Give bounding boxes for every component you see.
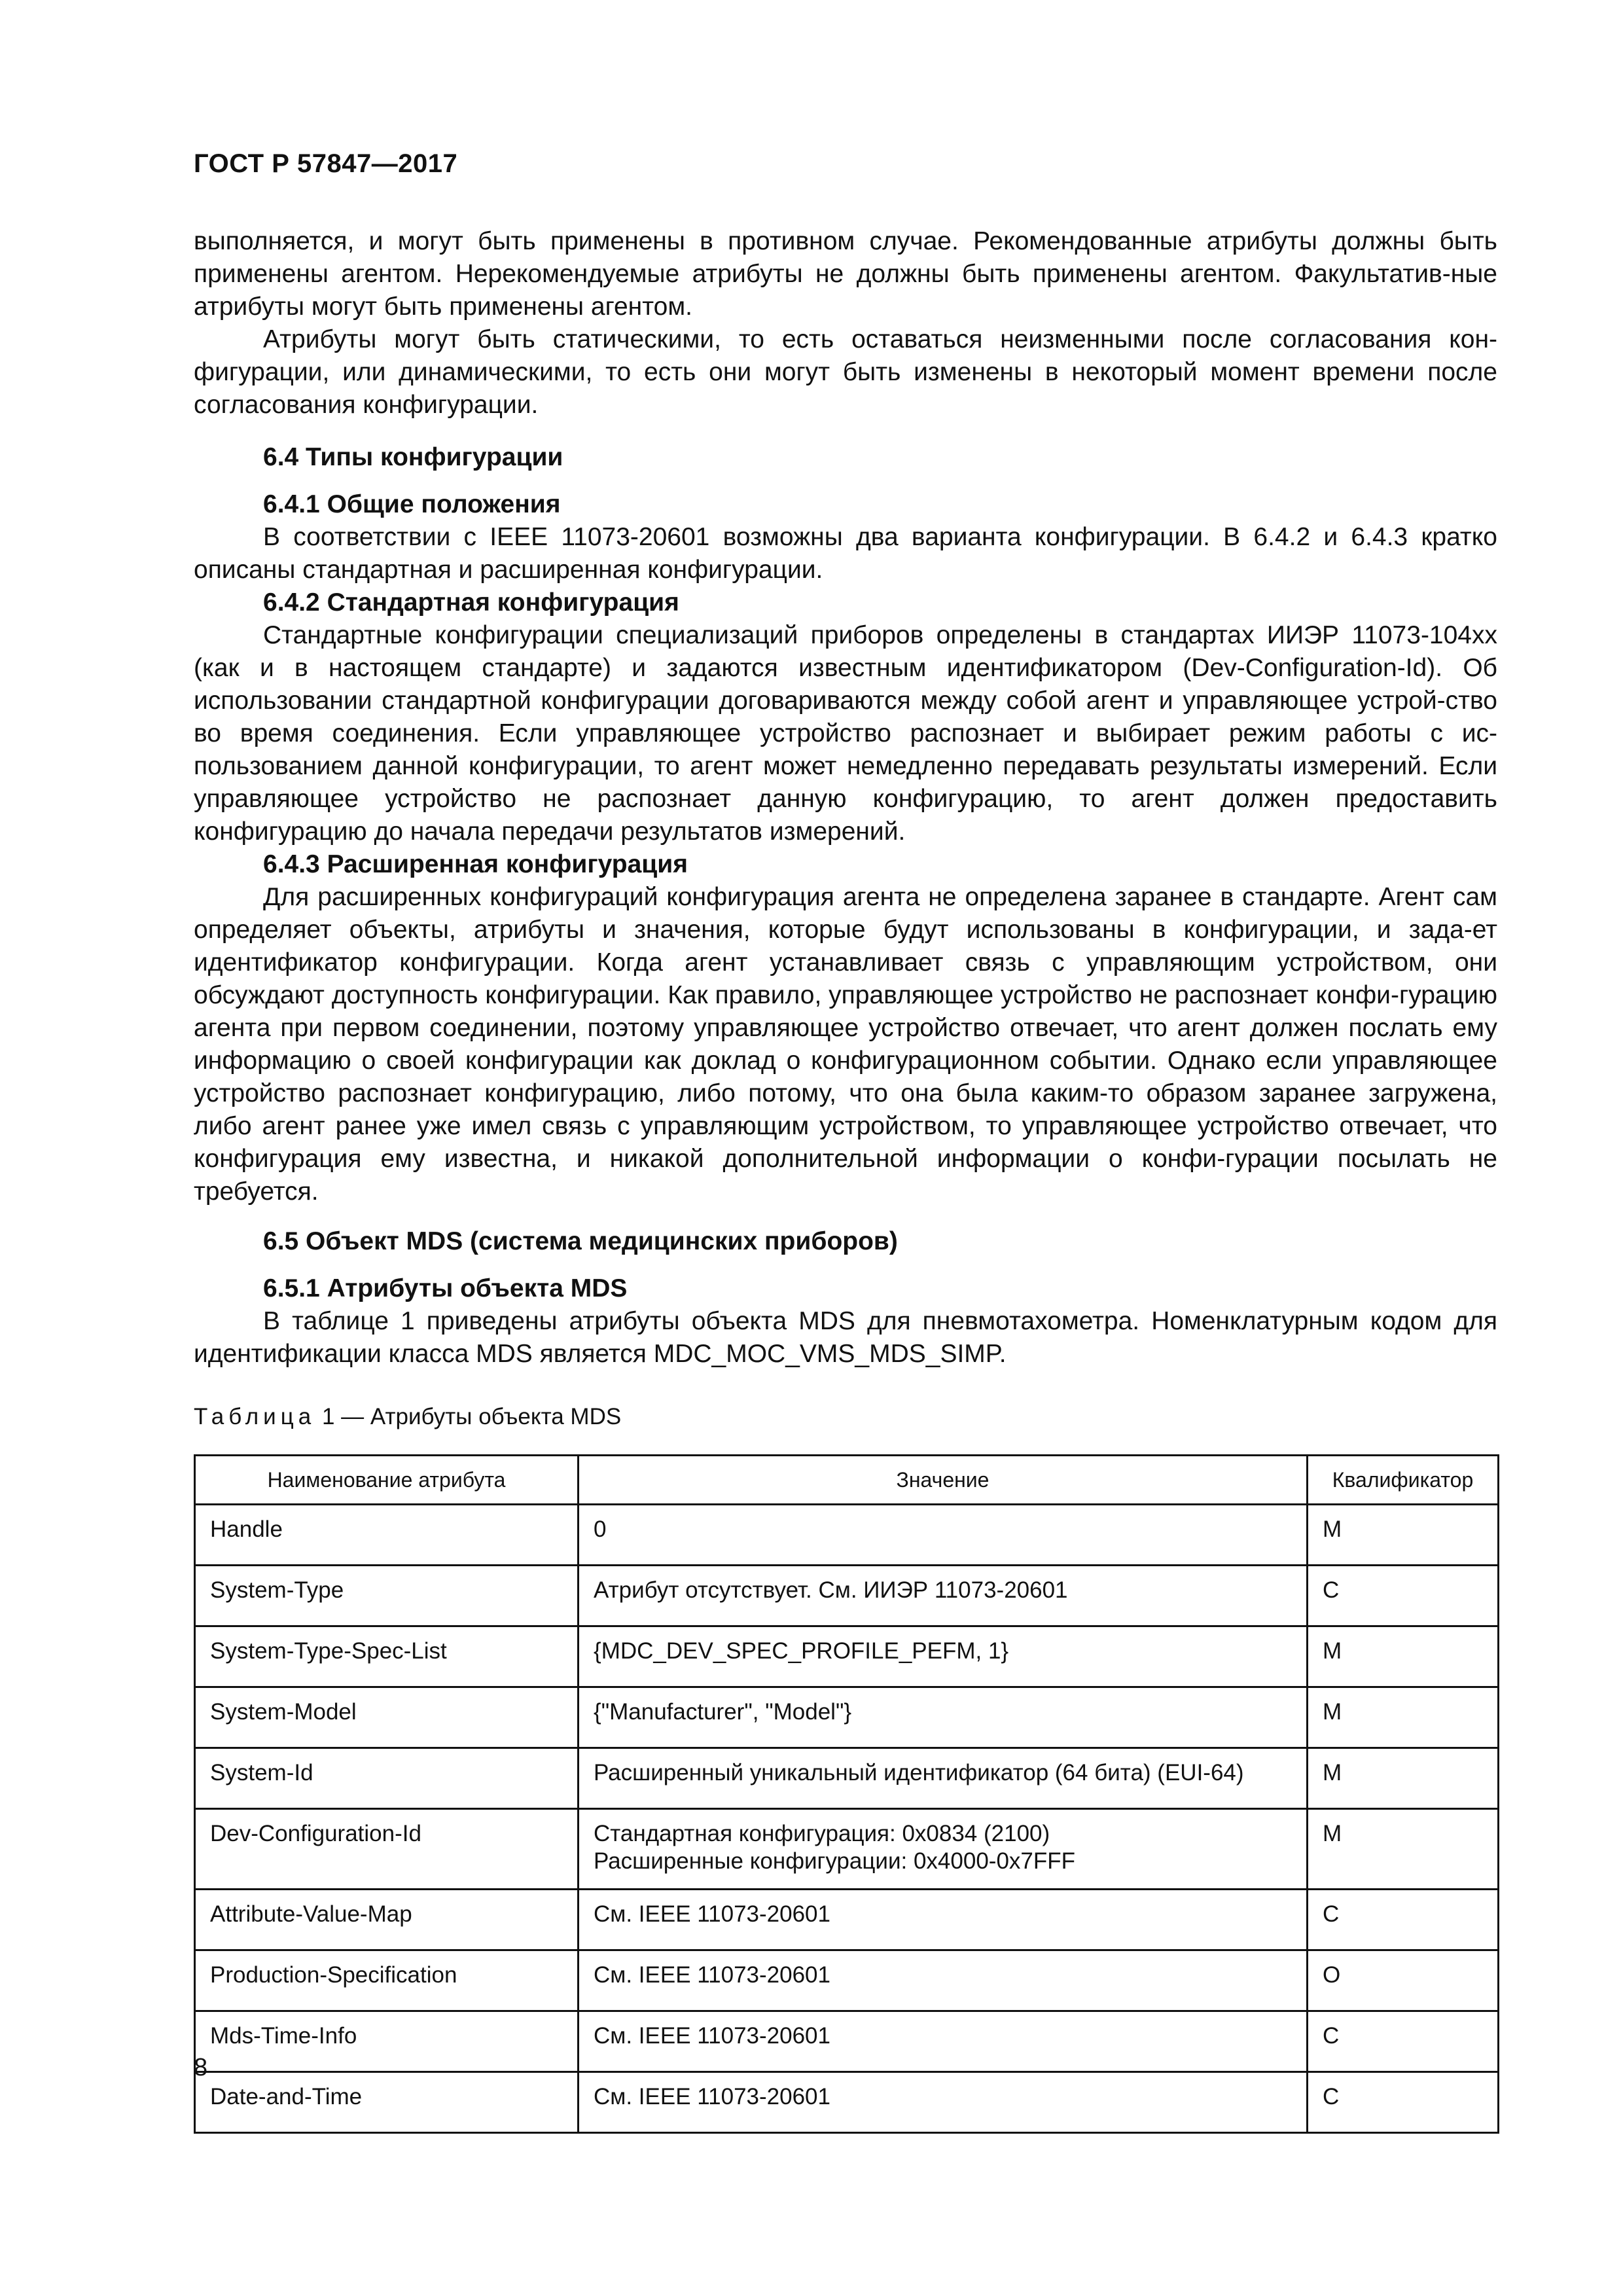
table-row: [195, 1687, 1499, 1748]
table-row: [195, 1950, 1499, 2011]
document-code: ГОСТ Р 57847—2017: [194, 149, 458, 178]
attribute-qualifier-cell: C: [1308, 2011, 1499, 2072]
attribute-name-cell: Attribute-Value-Map: [195, 1890, 579, 1950]
attribute-value-cell: См. IEEE 11073-20601: [579, 1950, 1308, 2011]
table-caption-title: 1 — Атрибуты объекта MDS: [321, 1404, 622, 1429]
heading-6-5-1: 6.5.1 Атрибуты объекта MDS: [263, 1274, 628, 1302]
section-6-5: [194, 1225, 1497, 1371]
attribute-value-line: Стандартная конфигурация: 0x0834 (2100): [594, 1821, 1050, 1846]
header-attribute-name: Наименование атрибута: [195, 1456, 579, 1505]
attribute-name-cell: System-Id: [195, 1748, 579, 1809]
table-row: [195, 1505, 1499, 1566]
paragraph-6-4-1: В соответствии с IEEE 11073-20601 возможны два варианта конфигурации. В 6.4.2 и 6.4.3 кратко описаны стандартная и расширенная конфигурации.: [194, 523, 1497, 584]
attribute-qualifier-cell: M: [1308, 1809, 1499, 1890]
attribute-value-cell: {"Manufacturer", "Model"}: [579, 1687, 1308, 1748]
heading-6-4-2: 6.4.2 Стандартная конфигурация: [263, 588, 679, 617]
attribute-value-cell: {MDC_DEV_SPEC_PROFILE_PEFM, 1}: [579, 1626, 1308, 1687]
heading-6-4-3: 6.4.3 Расширенная конфигурация: [263, 850, 688, 878]
attribute-qualifier-cell: C: [1308, 1566, 1499, 1626]
paragraph-continued: выполняется, и могут быть применены в противном случае. Рекомендованные атрибуты должны быть применены агентом. Нерекомендуемые атрибуты не должны быть применены агентом. Факультатив-ные атрибуты могут быть применены агентом.: [194, 227, 1497, 321]
attribute-value-cell: [579, 1809, 1308, 1890]
attribute-name-cell: Mds-Time-Info: [195, 2011, 579, 2072]
heading-6-5: 6.5 Объект MDS (система медицинских приборов): [263, 1227, 898, 1255]
attribute-name-cell: Handle: [195, 1505, 579, 1566]
section-6-4: [194, 441, 1497, 1208]
table-row: [195, 2011, 1499, 2072]
table-row: [195, 1890, 1499, 1950]
attribute-qualifier-cell: O: [1308, 1950, 1499, 2011]
attribute-value-cell: См. IEEE 11073-20601: [579, 2072, 1308, 2133]
paragraph-attributes-static-dynamic: Атрибуты могут быть статическими, то есть оставаться неизменными после согласования кон-фигурации, или динамическими, то есть они могут быть изменены в некоторый момент времени после согласования конфигурации.: [194, 325, 1497, 419]
attribute-qualifier-cell: M: [1308, 1687, 1499, 1748]
attribute-name-cell: Dev-Configuration-Id: [195, 1809, 579, 1890]
attribute-value-cell: См. IEEE 11073-20601: [579, 2011, 1308, 2072]
page-number: 8: [194, 2054, 208, 2081]
paragraph-6-4-2: Стандартные конфигурации специализаций приборов определены в стандартах ИИЭР 11073-104xx (как и в настоящем стандарте) и задаются известным идентификатором (Dev-Configuration-Id). Об использовании стандартной конфигурации договариваются между собой агент и управляющее устрой-ство во время соединения. Если управляющее устройство распознает и выбирает режим работы с ис-пользованием данной конфигурации, то агент может немедленно передавать результаты измерений. Если управляющее устройство не распознает данную конфигурацию, то агент должен предоставить конфигурацию до начала передачи результатов измерений.: [194, 621, 1497, 846]
paragraph-6-4-3: Для расширенных конфигураций конфигурация агента не определена заранее в стандарте. Агент сам определяет объекты, атрибуты и значения, которые будут использованы в конфигурации, и зада-ет идентификатор конфигурации. Когда агент устанавливает связь с управляющим устройством, они обсуждают доступность конфигурации. Как правило, управляющее устройство не распознает конфи-гурацию агента при первом соединении, поэтому управляющее устройство отвечает, что агент должен послать ему информацию о своей конфигурации как доклад о конфигурационном событии. Однако если управляющее устройство распознает конфигурацию, либо потому, что она была каким-то образом заранее загружена, либо агент ранее уже имел связь с управляющим устройством, то управляющее устройство отвечает, что конфигурация ему известна, и никакой дополнительной информации о конфи-гурации посылать не требуется.: [194, 883, 1497, 1206]
attribute-qualifier-cell: M: [1308, 1505, 1499, 1566]
attribute-name-cell: System-Type-Spec-List: [195, 1626, 579, 1687]
body-text-top: [194, 225, 1497, 422]
attribute-value-cell: 0: [579, 1505, 1308, 1566]
attribute-qualifier-cell: M: [1308, 1626, 1499, 1687]
paragraph-6-5-1: В таблице 1 приведены атрибуты объекта MDS для пневмотахометра. Номенклатурным кодом для идентификации класса MDS является MDC_MOC_VMS_MDS_SIMP.: [194, 1307, 1497, 1368]
attribute-qualifier-cell: C: [1308, 1890, 1499, 1950]
attribute-value-cell: Атрибут отсутствует. См. ИИЭР 11073-20601: [579, 1566, 1308, 1626]
heading-6-4: 6.4 Типы конфигурации: [263, 443, 563, 471]
mds-attributes-table: [194, 1454, 1499, 2134]
table-caption-label: Таблица: [194, 1404, 316, 1429]
table-row: [195, 1748, 1499, 1809]
attribute-value-cell: См. IEEE 11073-20601: [579, 1890, 1308, 1950]
table-header-row: [195, 1456, 1499, 1505]
header-value: Значение: [579, 1456, 1308, 1505]
table-row: [195, 1626, 1499, 1687]
attribute-value-cell: Расширенный уникальный идентификатор (64 бита) (EUI-64): [579, 1748, 1308, 1809]
header-qualifier: Квалификатор: [1308, 1456, 1499, 1505]
attribute-value-line: Расширенные конфигурации: 0x4000-0x7FFF: [594, 1848, 1076, 1874]
table-row: [195, 1809, 1499, 1890]
attribute-qualifier-cell: C: [1308, 2072, 1499, 2133]
attribute-qualifier-cell: M: [1308, 1748, 1499, 1809]
table-row: [195, 1566, 1499, 1626]
attribute-name-cell: Date-and-Time: [195, 2072, 579, 2133]
table-caption: [194, 1401, 621, 1433]
heading-6-4-1: 6.4.1 Общие положения: [263, 490, 561, 518]
attribute-name-cell: System-Model: [195, 1687, 579, 1748]
attribute-name-cell: Production-Specification: [195, 1950, 579, 2011]
table-row: [195, 2072, 1499, 2133]
attribute-name-cell: System-Type: [195, 1566, 579, 1626]
